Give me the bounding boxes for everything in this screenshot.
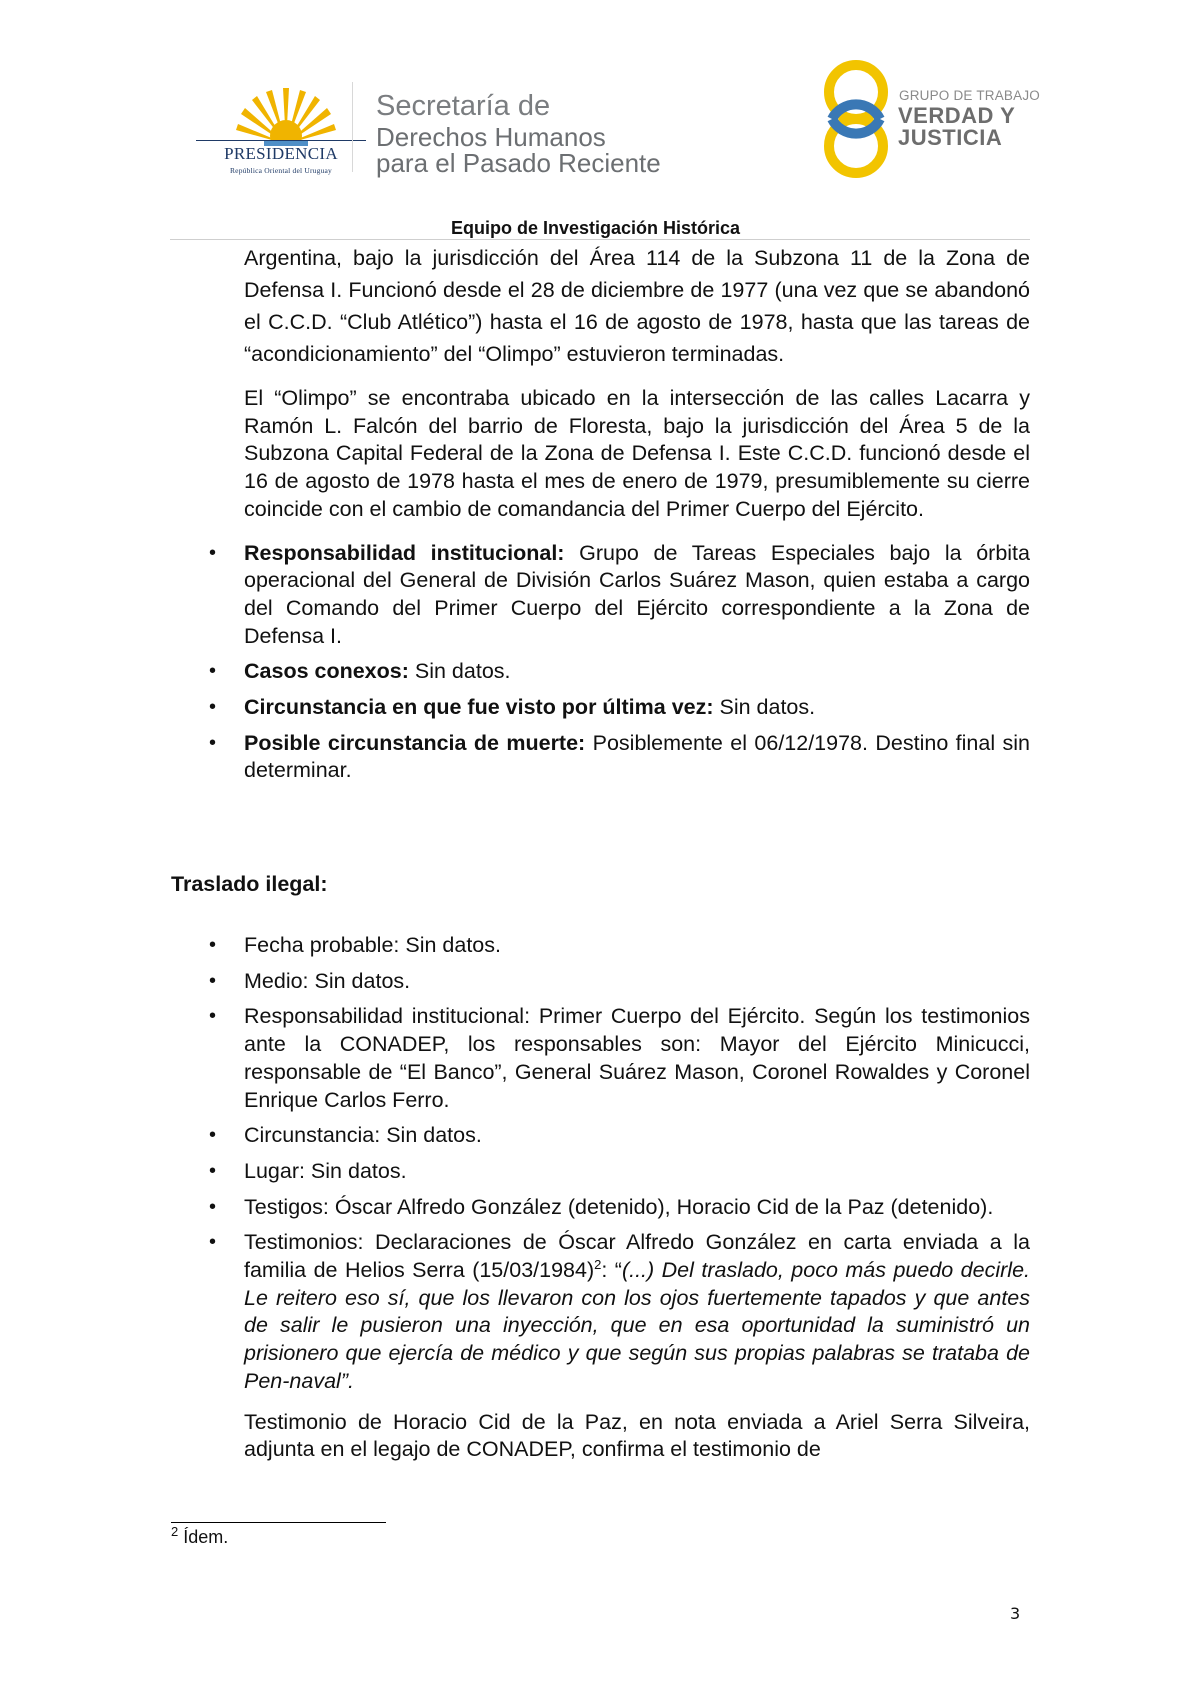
traslado-list (209, 932, 1030, 1396)
verdad-justicia-rings-icon (818, 58, 894, 180)
testimonios-intro: Testimonios: Declaraciones de Óscar Alfredo González en carta enviada a la familia de Helios Serra (15/03/1984) (244, 1230, 1030, 1283)
list-item (209, 1229, 1030, 1395)
footnote-ref[interactable]: 2 (594, 1256, 602, 1272)
paragraph-1: Argentina, bajo la jurisdicción del Área 114 de la Subzona 11 de la Zona de Defensa I. Funcionó desde el 28 de diciembre de 1977 (una vez que se abandonó el C.C.D. “Club Atlético”) hasta el 16 de agosto de 1978, hasta que las tareas de “acondicionamiento” del “Olimpo” estuvieron terminadas. (244, 246, 1030, 366)
section-heading: Traslado ilegal: (171, 872, 328, 896)
list-item-label: Casos conexos: (244, 659, 409, 684)
sun-emblem-icon (236, 86, 336, 146)
presidencia-divider (196, 140, 366, 141)
list-item-text: Responsabilidad institucional: Primer Cuerpo del Ejército. Según los testimonios ante la CONADEP, los responsables son: Mayor del Ejército Minicucci, responsable de “El Banco”, General Suárez Mason, Coronel Rowaldes y Coronel Enrique Carlos Ferro. (244, 1004, 1030, 1112)
list-item-label: Posible circunstancia de muerte: (244, 730, 586, 755)
list-item (209, 1122, 1030, 1150)
bullet-icon: • (209, 660, 217, 683)
body-section-1 (209, 242, 1030, 785)
footnote-rule (171, 1522, 386, 1523)
bullet-icon: • (209, 1005, 217, 1028)
list-item (209, 1194, 1030, 1222)
bullet-icon: • (209, 934, 217, 956)
footnote-mark: 2 (171, 1524, 179, 1539)
bullet-icon: • (209, 1195, 217, 1218)
list-item-text: Circunstancia: Sin datos. (244, 1123, 482, 1148)
list-item-text: Grupo de Tareas Especiales bajo la órbita operacional del General de División Carlos Suárez Mason, quien estaba a cargo del Comando del Primer Cuerpo del Ejército correspondiente a la Zona de Defensa I. (244, 540, 1030, 648)
presidencia-logo-text: PRESIDENCIA (224, 144, 338, 163)
list-item (209, 932, 1030, 960)
presidencia-subtitle: República Oriental del Uruguay (229, 166, 332, 175)
footnote-text: Ídem. (178, 1527, 229, 1547)
secretaria-line-1: Secretaría de (376, 90, 551, 122)
list-item-text: Testigos: Óscar Alfredo González (detenido), Horacio Cid de la Paz (detenido). (244, 1194, 994, 1219)
paragraph-2: El “Olimpo” se encontraba ubicado en la intersección de las calles Lacarra y Ramón L. Falcón del barrio de Floresta, bajo la jurisdicción del Área 5 de la Subzona Capital Federal de la Zona de Defensa I. Este C.C.D. funcionó desde el 16 de agosto de 1978 hasta el mes de enero de 1979, presumiblemente su cierre coincide con el cambio de comandancia del Primer Cuerpo del Ejército. (244, 386, 1030, 521)
grupo-line-3: JUSTICIA (898, 125, 1003, 150)
grupo-line-2: VERDAD Y (898, 103, 1016, 128)
page-number: 3 (1010, 1604, 1021, 1623)
list-item-text: Fecha probable: Sin datos. (244, 933, 501, 957)
paragraph-3: Testimonio de Horacio Cid de la Paz, en nota enviada a Ariel Serra Silveira, adjunta en el legajo de CONADEP, confirma el testimonio de (244, 1409, 1030, 1462)
secretaria-line-3: para el Pasado Reciente (376, 148, 661, 178)
bullet-icon: • (209, 696, 217, 719)
list-item-text: Posiblemente el 06/12/1978. Destino final sin determinar. (244, 730, 1030, 783)
testimonios-mid: : “ (601, 1258, 622, 1283)
footnote (171, 1524, 229, 1548)
list-item (209, 658, 1030, 686)
details-list (209, 540, 1030, 786)
header-rule (170, 239, 1030, 240)
list-item (209, 540, 1030, 651)
bullet-icon: • (209, 731, 217, 754)
testimonios-quote: (...) Del traslado, poco más puedo decirle. Le reitero eso sí, que los llevaron con los ojos fuertemente tapados y que antes de salir le pusieron una inyección, que en esa oportunidad la suministró un prisionero que ejercía de médico y que según sus propias palabras se trataba de Pen-naval”. (244, 1258, 1030, 1393)
secretaria-line-2: Derechos Humanos (376, 122, 606, 152)
bullet-icon: • (209, 969, 217, 992)
header-separator (352, 82, 353, 172)
list-item (209, 968, 1030, 996)
list-item-text: Sin datos. (408, 659, 511, 684)
grupo-line-1: GRUPO DE TRABAJO (899, 88, 1040, 103)
bullet-icon: • (209, 1231, 217, 1254)
list-item-text: Sin datos. (713, 695, 816, 720)
list-item (209, 1158, 1030, 1186)
list-item-text: Lugar: Sin datos. (244, 1158, 407, 1183)
list-item (209, 694, 1030, 722)
bullet-icon: • (209, 1124, 217, 1147)
list-item-label: Responsabilidad institucional: (244, 540, 565, 565)
team-title: Equipo de Investigación Histórica (450, 218, 741, 238)
body-section-2 (209, 924, 1030, 1464)
list-item-label: Circunstancia en que fue visto por última vez: (244, 695, 714, 720)
list-item-text: Medio: Sin datos. (244, 968, 411, 993)
list-item (209, 1003, 1030, 1114)
list-item (209, 730, 1030, 785)
bullet-icon: • (209, 541, 217, 564)
bullet-icon: • (209, 1159, 217, 1182)
